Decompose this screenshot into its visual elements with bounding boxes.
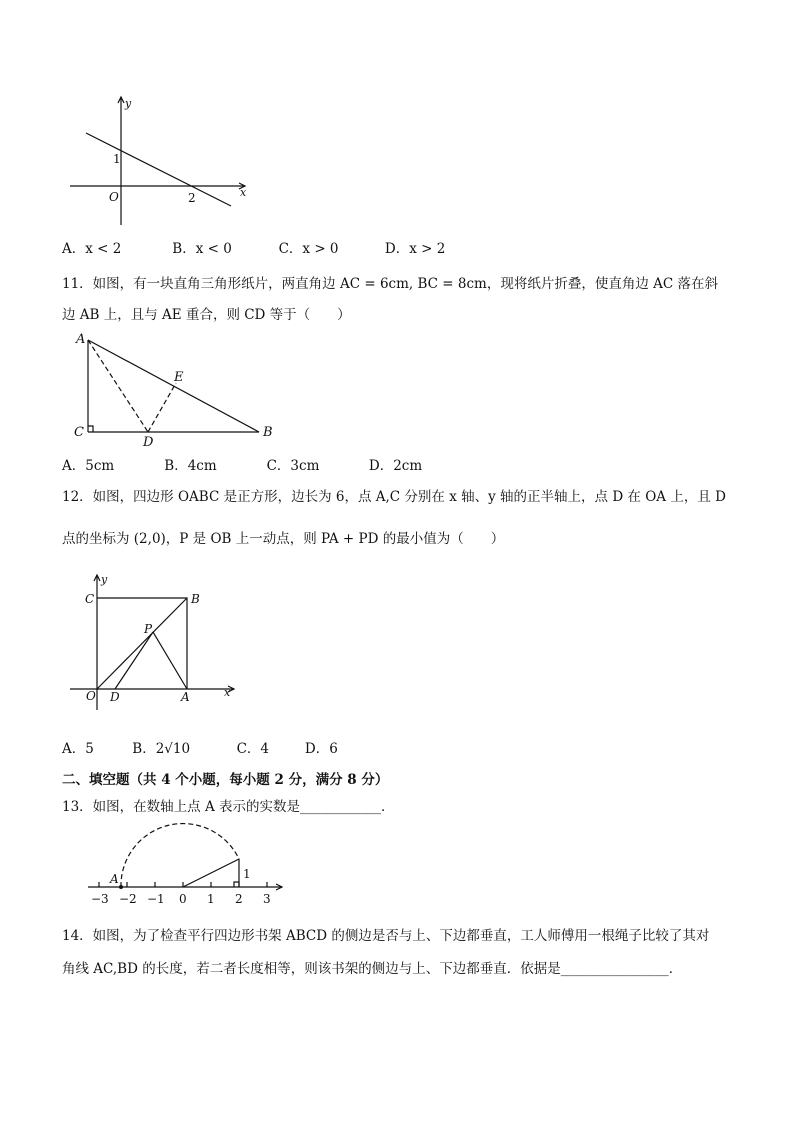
q12-label-b: B	[191, 592, 200, 606]
q11-label-a: A	[76, 332, 86, 347]
q10-option-b[interactable]: B．x < 0	[172, 241, 232, 257]
q11-option-a[interactable]: A．5cm	[62, 458, 115, 474]
section-title: 二、填空题（共 4 个小题，每小题 2 分，满分 8 分）	[62, 772, 389, 788]
q13-tick-2: 2	[235, 892, 243, 906]
q13-label-one: 1	[243, 867, 251, 881]
q10-options	[62, 237, 445, 257]
q12-options	[62, 737, 338, 757]
q12-option-a[interactable]: A．5	[62, 741, 94, 757]
q12-label-d: D	[110, 690, 120, 704]
q13-tick-3: 3	[263, 892, 271, 906]
q12-label-x: x	[224, 686, 231, 699]
q10-x-label: x	[240, 186, 247, 199]
q12-option-b[interactable]: B．2√10	[132, 741, 191, 757]
q11-option-c[interactable]: C．3cm	[266, 458, 320, 474]
q13-tick-0: 0	[179, 892, 187, 906]
q12-option-c[interactable]: C．4	[236, 741, 270, 757]
q13-tick-neg2: −2	[119, 892, 137, 906]
q10-option-c[interactable]: C．x > 0	[278, 241, 339, 257]
q11-label-b: B	[263, 425, 273, 440]
q13-tick-1: 1	[207, 892, 215, 906]
q11-option-d[interactable]: D．2cm	[368, 458, 423, 474]
q12-label-c: C	[85, 592, 95, 606]
q13-tick-neg3: −3	[91, 892, 109, 906]
q12-line2: 点的坐标为 (2,0)，P 是 OB 上一动点，则 PA + PD 的最小值为（ ）	[62, 531, 505, 547]
q11-line1: 11．如图，有一块直角三角形纸片，两直角边 AC = 6cm, BC = 8cm，现将纸片折叠，使直角边 AC 落在斜	[62, 276, 718, 292]
q14-line2: 角线 AC,BD 的长度，若二者长度相等，则该书架的侧边与上、下边都垂直．依据是________________．	[62, 961, 683, 977]
q12-label-p: P	[144, 622, 153, 636]
q11-label-e: E	[174, 370, 184, 385]
q12-label-o: O	[86, 689, 96, 703]
q11-label-c: C	[74, 425, 84, 440]
q11-options	[62, 454, 422, 474]
q12-label-y: y	[101, 573, 108, 586]
q14-line1: 14．如图，为了检查平行四边形书架 ABCD 的侧边是否与上、下边都垂直，工人师傅用一根绳子比较了其对	[62, 928, 710, 944]
q10-x-intercept-label: 2	[188, 191, 196, 205]
q10-option-d[interactable]: D．x > 2	[384, 241, 446, 257]
q10-option-a[interactable]: A．x < 2	[62, 241, 122, 257]
q12-option-d[interactable]: D．6	[304, 741, 338, 757]
q11-option-b[interactable]: B．4cm	[164, 458, 217, 474]
q11-line2: 边 AB 上，且与 AE 重合，则 CD 等于（ ）	[62, 307, 351, 323]
q12-line1: 12．如图，四边形 OABC 是正方形，边长为 6，点 A,C 分别在 x 轴、y 轴的正半轴上，点 D 在 OA 上，且 D	[62, 489, 726, 505]
q12-label-a: A	[181, 690, 190, 704]
q10-y-intercept-label: 1	[113, 152, 121, 166]
q13-tick-neg1: −1	[147, 892, 165, 906]
q11-label-d: D	[143, 435, 154, 450]
q10-origin-label: O	[109, 190, 119, 204]
q13-text: 13．如图，在数轴上点 A 表示的实数是____________．	[62, 799, 395, 815]
q13-label-a: A	[110, 872, 119, 886]
q10-y-label: y	[125, 97, 132, 110]
